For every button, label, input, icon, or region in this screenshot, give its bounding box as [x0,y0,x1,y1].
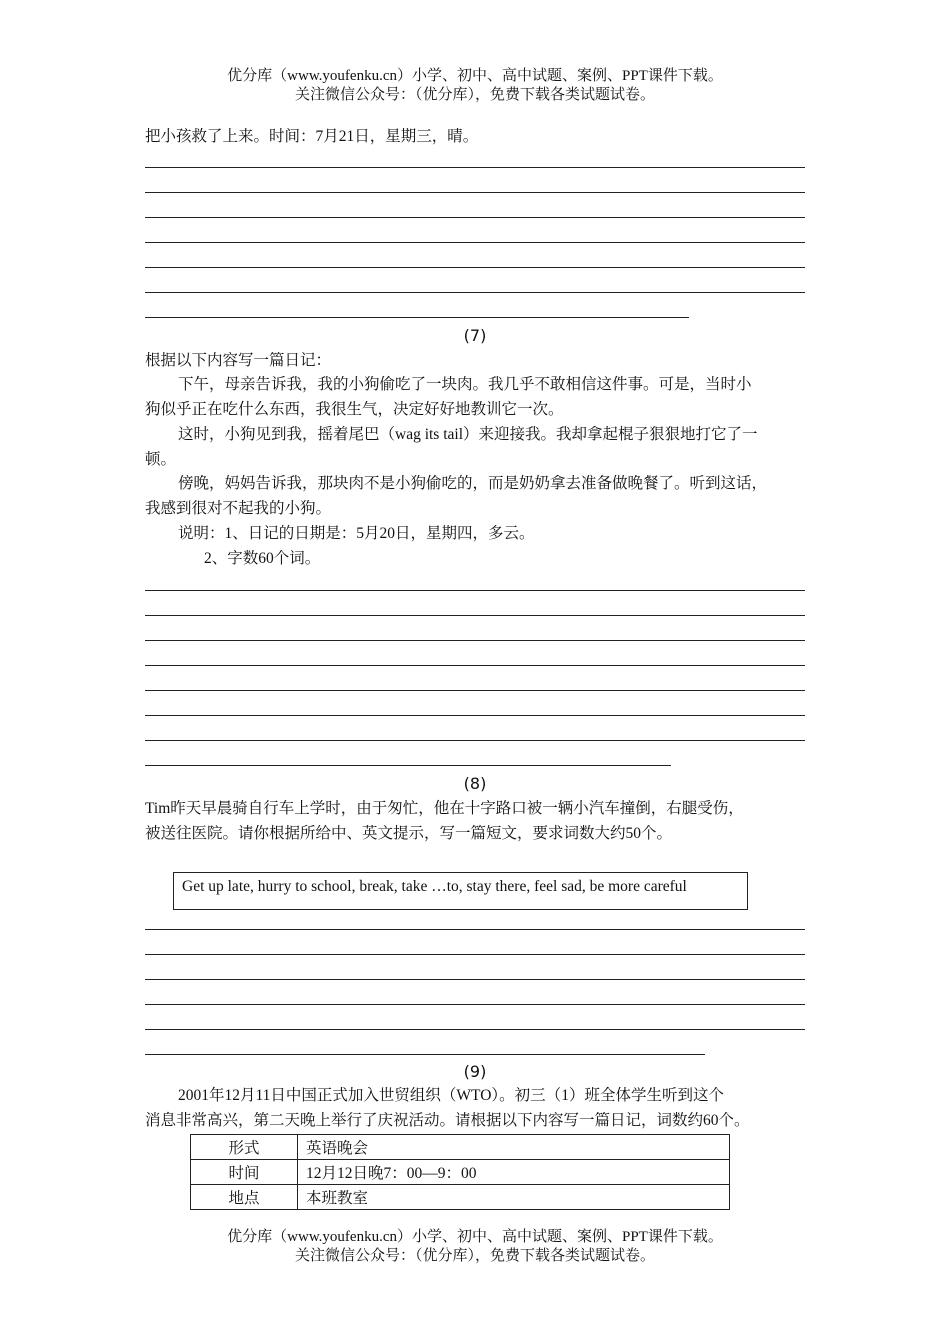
question-7-note-2: 2、字数60个词。 [204,550,321,567]
table-value: 本班教室 [298,1185,730,1210]
answer-line [145,590,805,591]
question-8-text-2: 被送往医院。请你根据所给中、英文提示，写一篇短文，要求词数大约50个。 [145,825,673,842]
table-key: 地点 [191,1185,298,1210]
table-key: 形式 [191,1135,298,1160]
question-7-paragraph-3a: 傍晚，妈妈告诉我，那块肉不是小狗偷吃的，而是奶奶拿去准备做晚餐了。听到这话， [178,475,768,492]
answer-line [145,217,805,218]
question-8-text-1: Tim昨天早晨骑自行车上学时，由于匆忙，他在十字路口被一辆小汽车撞倒，右腿受伤， [145,800,744,817]
answer-line [145,192,805,193]
footer-line-2: 关注微信公众号：（优分库），免费下载各类试题试卷。 [294,1248,655,1264]
answer-line [145,1004,805,1005]
question-7-intro: 根据以下内容写一篇日记： [145,352,332,369]
info-table [190,1134,730,1210]
table-row [191,1185,730,1210]
answer-line [145,242,805,243]
answer-line [145,615,805,616]
prev-question-text: 把小孩救了上来。时间：7月21日，星期三，晴。 [145,128,479,145]
question-9-number: (9) [463,1062,487,1081]
table-row [191,1135,730,1160]
footer-line-1: 优分库（www.youfenku.cn）小学、初中、高中试题、案例、PPT课件下载。 [227,1229,723,1245]
table-value: 12月12日晚7：00—9：00 [298,1160,730,1185]
question-7-paragraph-2b: 顿。 [145,451,177,468]
question-7-paragraph-2a: 这时，小狗见到我，摇着尾巴（wag its tail）来迎接我。我却拿起棍子狠狠地打它了一 [178,426,758,443]
answer-line [145,317,689,318]
question-7-paragraph-1a: 下午，母亲告诉我，我的小狗偷吃了一块肉。我几乎不敢相信这件事。可是，当时小 [178,376,752,393]
question-9-text-2: 消息非常高兴，第二天晚上举行了庆祝活动。请根据以下内容写一篇日记，词数约60个。 [145,1112,750,1129]
answer-line [145,740,805,741]
answer-line [145,640,805,641]
table-key: 时间 [191,1160,298,1185]
header-line-1: 优分库（www.youfenku.cn）小学、初中、高中试题、案例、PPT课件下载。 [227,68,723,84]
answer-line [145,292,805,293]
header-line-2: 关注微信公众号：（优分库），免费下载各类试题试卷。 [294,87,655,103]
answer-line [145,954,805,955]
question-8-number: (8) [463,774,487,793]
answer-line [145,1029,805,1030]
question-9-text-1: 2001年12月11日中国正式加入世贸组织（WTO）。初三（1）班全体学生听到这个 [178,1087,724,1104]
hint-box [173,872,748,910]
answer-line [145,267,805,268]
answer-line [145,979,805,980]
answer-line [145,690,805,691]
question-7-note-1: 说明：1、日记的日期是：5月20日，星期四，多云。 [178,525,535,542]
hint-text: Get up late, hurry to school, break, take …to, stay there, feel sad, be more careful [182,878,687,895]
question-7-paragraph-3b: 我感到很对不起我的小狗。 [145,500,332,517]
answer-line [145,1054,705,1055]
answer-line [145,715,805,716]
answer-line [145,929,805,930]
question-7-paragraph-1b: 狗似乎正在吃什么东西，我很生气，决定好好地教训它一次。 [145,401,564,418]
answer-line [145,167,805,168]
question-7-number: (7) [463,326,487,345]
answer-line [145,665,805,666]
answer-line [145,765,671,766]
table-value: 英语晚会 [298,1135,730,1160]
table-row [191,1160,730,1185]
